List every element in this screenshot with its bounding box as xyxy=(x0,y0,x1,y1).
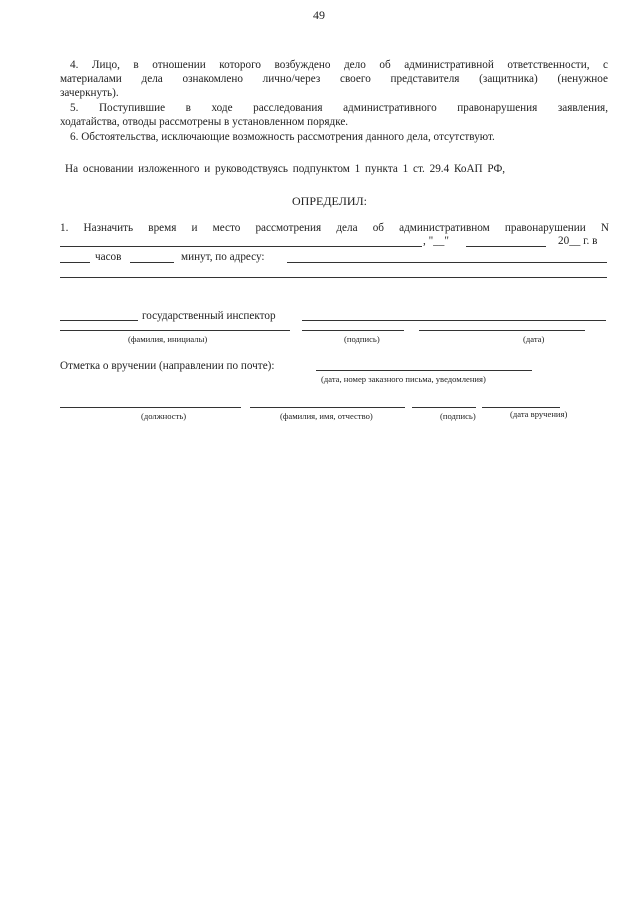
decision-heading: ОПРЕДЕЛИЛ: xyxy=(292,194,367,208)
inspector-fio-line[interactable] xyxy=(60,330,290,331)
page-number: 49 xyxy=(313,8,325,22)
inspector-date-caption: (дата) xyxy=(523,334,545,344)
inspector-signature-caption: (подпись) xyxy=(344,334,380,344)
inspector-signature-line[interactable] xyxy=(302,330,404,331)
item-4-line-2: материалами дела ознакомлено лично/через своего представителя (защитника) (ненужное xyxy=(60,73,608,85)
inspector-name-field[interactable] xyxy=(302,320,606,321)
hour-field[interactable] xyxy=(60,262,90,263)
inspector-date-line[interactable] xyxy=(419,330,585,331)
item-5-line-1: 5. Поступившие в ходе расследования административного правонарушения заявления, xyxy=(70,102,608,114)
recipient-position-line[interactable] xyxy=(60,407,241,408)
item-6: 6. Обстоятельства, исключающие возможность рассмотрения данного дела, отсутствуют. xyxy=(70,131,495,143)
date-month-field[interactable] xyxy=(466,246,546,247)
minute-field[interactable] xyxy=(130,262,174,263)
hours-label: часов xyxy=(95,251,122,263)
decision-line-1: 1. Назначить время и место рассмотрения дела об административном правонарушении N xyxy=(60,222,609,234)
inspector-name-caption: (фамилия, инициалы) xyxy=(128,334,208,344)
date-day-label: , "__" xyxy=(423,235,449,247)
item-4-line-1: 4. Лицо, в отношении которого возбуждено дело об административной ответственности, с xyxy=(70,59,608,71)
recipient-date-line[interactable] xyxy=(482,407,560,408)
item-5-line-2: ходатайства, отводы рассмотрены в установленном порядке. xyxy=(60,116,349,128)
case-number-field[interactable] xyxy=(60,246,422,247)
delivery-label: Отметка о вручении (направлении по почте): xyxy=(60,360,275,372)
item-4-line-3: зачеркнуть). xyxy=(60,87,119,99)
delivery-info-caption: (дата, номер заказного письма, уведомления) xyxy=(321,374,486,384)
recipient-signature-caption: (подпись) xyxy=(440,411,476,421)
recipient-signature-line[interactable] xyxy=(412,407,476,408)
inspector-prefix-field[interactable] xyxy=(60,320,138,321)
minutes-address-label: минут, по адресу: xyxy=(181,251,265,263)
delivery-info-field[interactable] xyxy=(316,370,532,371)
recipient-position-caption: (должность) xyxy=(141,411,187,421)
recipient-fullname-line[interactable] xyxy=(250,407,405,408)
year-label: 20__ г. в xyxy=(558,235,598,247)
legal-basis: На основании изложенного и руководствуясь подпунктом 1 пункта 1 ст. 29.4 КоАП РФ, xyxy=(65,163,506,175)
recipient-date-caption: (дата вручения) xyxy=(510,409,568,419)
address-field-continued[interactable] xyxy=(60,277,607,278)
recipient-fullname-caption: (фамилия, имя, отчество) xyxy=(280,411,373,421)
inspector-title: государственный инспектор xyxy=(142,310,276,322)
address-field[interactable] xyxy=(287,262,607,263)
